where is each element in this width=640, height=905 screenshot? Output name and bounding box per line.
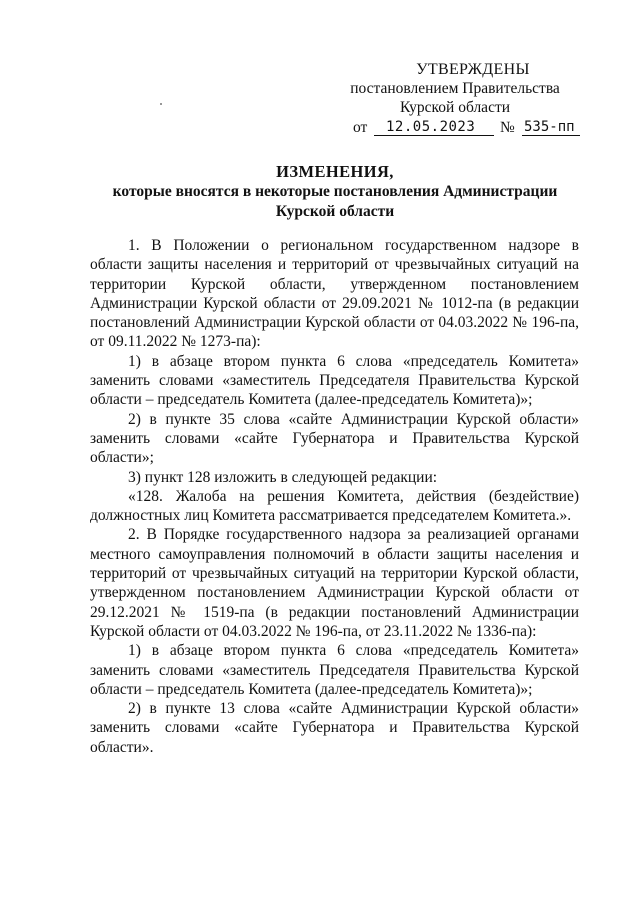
approval-line-2: Курской области <box>399 99 511 116</box>
document-body <box>90 236 579 757</box>
paragraph-item: 1) в абзаце втором пункта 6 слова «председатель Комитета» заменить словами «заместитель Председателя Правительства Курской области – председатель Комитета (далее-председатель Комитета)»; <box>90 642 579 698</box>
heading-title: ИЗМЕНЕНИЯ, <box>276 162 394 181</box>
paragraph-item: 2) в пункте 13 слова «сайте Администрации Курской области» заменить словами «сайте Губернатора и Правительства Курской области». <box>90 700 579 756</box>
approval-line-1: постановлением Правительства <box>350 80 560 97</box>
heading-subtitle-line-2: Курской области <box>275 203 395 220</box>
approval-date: 12.05.2023 <box>374 118 494 136</box>
paragraph-section-2: 2. В Порядке государственного надзора за реализацией органами местного самоуправления полномочий в области защиты населения и территорий от чрезвычайных ситуаций на территории Курской области, утвержденном постановлением Администрации Курской области от 29.12.2021 № 1519-па (в редакции постановлений Администрации Курской области от 04.03.2022 № 196-па, от 23.11.2022 № 1336-па): <box>90 526 579 640</box>
approval-number: 535-пп <box>522 118 580 136</box>
paragraph-item: 3) пункт 128 изложить в следующей редакции: <box>128 468 438 486</box>
approval-stamp-block <box>330 60 580 140</box>
date-prefix: от <box>353 119 368 136</box>
approved-label: УТВЕРЖДЕНЫ <box>416 61 530 78</box>
approval-date-line <box>330 118 580 140</box>
paragraph-quote: «128. Жалоба на решения Комитета, действия (бездействие) должностных лиц Комитета рассматривается председателем Комитета.». <box>90 487 579 525</box>
paragraph-section-1: 1. В Положении о региональном государственном надзоре в области защиты населения и территорий от чрезвычайных ситуаций на территории Курской области, утвержденном постановлением Администрации Курской области от 29.09.2021 № 1012-па (в редакции постановлений Администрации Курской области от 04.03.2022 № 196-па, от 09.11.2022 № 1273-па): <box>90 237 579 351</box>
document-heading <box>90 161 580 222</box>
paragraph-item: 1) в абзаце втором пункта 6 слова «председатель Комитета» заменить словами «заместитель Председателя Правительства Курской области – председатель Комитета (далее-председатель Комитета)»; <box>90 352 579 409</box>
number-sign: № <box>500 119 515 136</box>
heading-subtitle-line-1: которые вносятся в некоторые постановления Администрации <box>112 183 558 200</box>
paragraph-item: 2) в пункте 35 слова «сайте Администрации Курской области» заменить словами «сайте Губернатора и Правительства Курской области»; <box>90 410 579 467</box>
scan-speck <box>160 103 162 105</box>
